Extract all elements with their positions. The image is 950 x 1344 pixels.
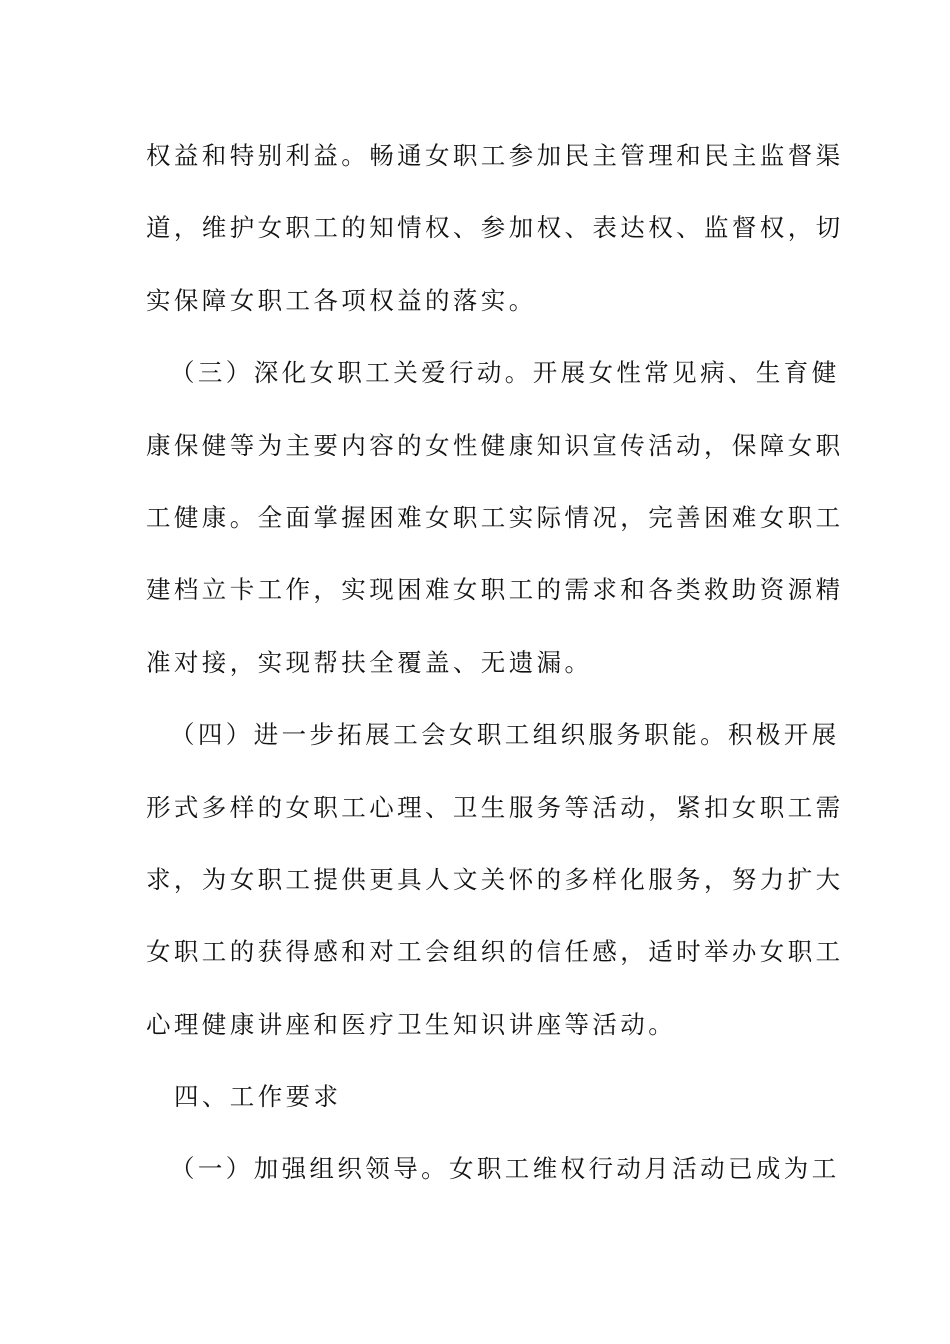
text-line: 康保健等为主要内容的女性健康知识宣传活动，保障女职 bbox=[146, 430, 844, 460]
paragraph-start-line: （四）进一步拓展工会女职工组织服务职能。积极开展 bbox=[170, 720, 840, 750]
paragraph-start-line: （一）加强组织领导。女职工维权行动月活动已成为工 bbox=[170, 1154, 840, 1184]
paragraph-start-line: （三）深化女职工关爱行动。开展女性常见病、生育健 bbox=[170, 358, 840, 388]
text-line: 实保障女职工各项权益的落实。 bbox=[146, 285, 537, 315]
text-line: 形式多样的女职工心理、卫生服务等活动，紧扣女职工需 bbox=[146, 792, 844, 822]
text-line: 权益和特别利益。畅通女职工参加民主管理和民主监督渠 bbox=[146, 141, 844, 170]
text-line: 建档立卡工作，实现困难女职工的需求和各类救助资源精 bbox=[146, 575, 844, 605]
text-line: 求，为女职工提供更具人文关怀的多样化服务，努力扩大 bbox=[146, 864, 844, 894]
text-line: 道，维护女职工的知情权、参加权、表达权、监督权，切 bbox=[146, 213, 844, 243]
section-heading: 四、工作要求 bbox=[174, 1082, 342, 1112]
text-line: 准对接，实现帮扶全覆盖、无遗漏。 bbox=[146, 647, 593, 677]
text-line: 工健康。全面掌握困难女职工实际情况，完善困难女职工 bbox=[146, 502, 844, 532]
body-text bbox=[146, 120, 844, 1206]
text-line: 女职工的获得感和对工会组织的信任感，适时举办女职工 bbox=[146, 937, 844, 967]
text-line: 心理健康讲座和医疗卫生知识讲座等活动。 bbox=[146, 1009, 677, 1039]
